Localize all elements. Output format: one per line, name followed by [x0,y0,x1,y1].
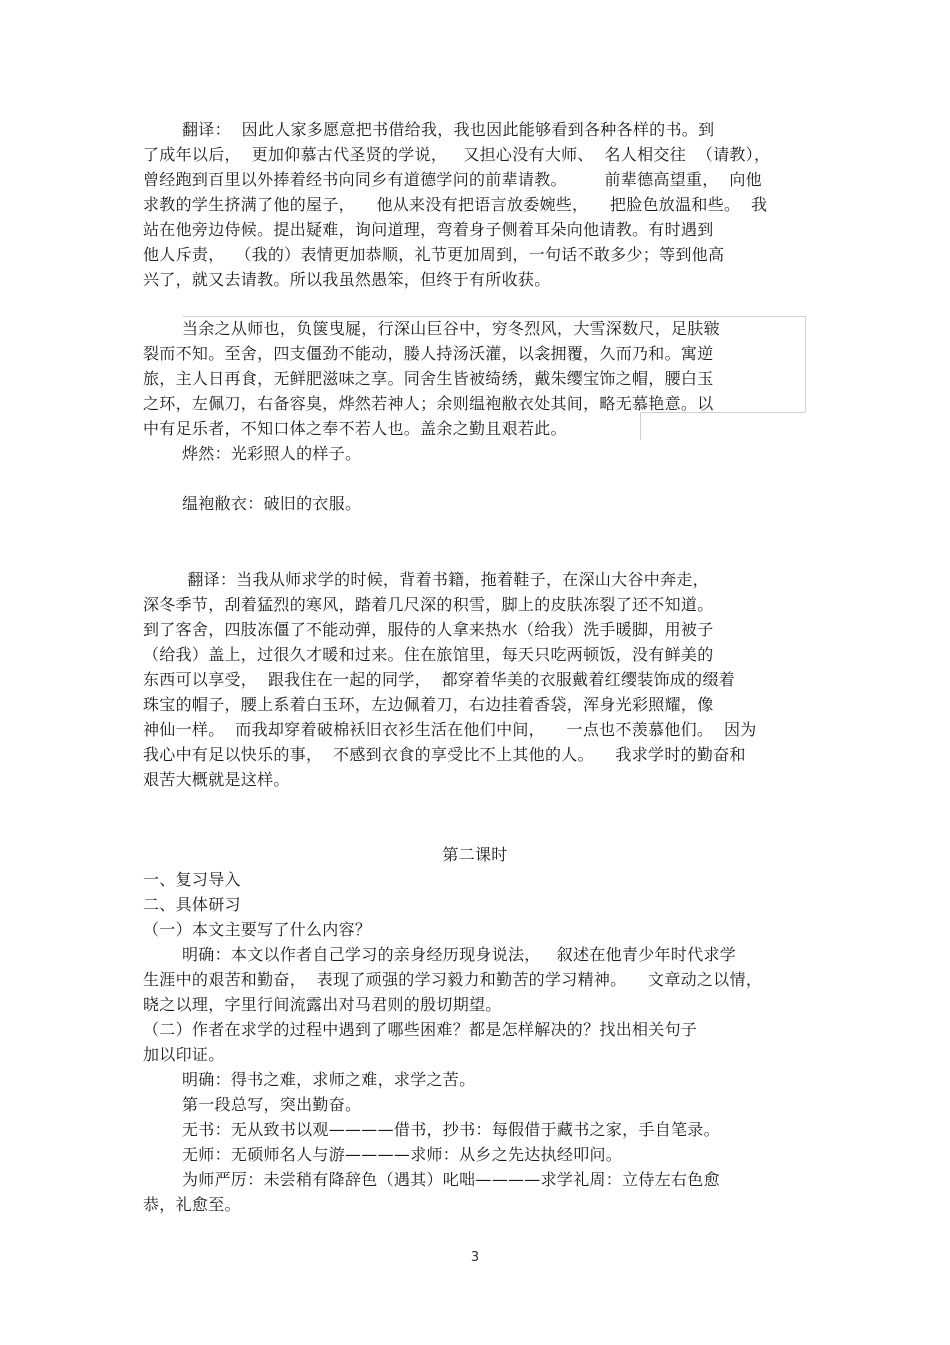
answer-line: 为师严厉：未尝稍有降辞色（遇其）叱咄————求学礼周：立侍左右色愈 [182,1170,720,1189]
text-line: 到了客舍，四肢冻僵了不能动弹，服侍的人拿来热水（给我）洗手暖脚，用被子 [143,620,714,639]
text-line: 翻译： 因此人家多愿意把书借给我，我也因此能够看到各种各样的书。到 [182,120,715,139]
answer-line: 第一段总写，突出勤奋。 [182,1095,362,1114]
answer-line: 无师：无硕师名人与游————求师：从乡之先达执经叩问。 [182,1145,623,1164]
text-line: 珠宝的帽子，腰上系着白玉环，左边佩着刀，右边挂着香袋，浑身光彩照耀，像 [143,695,714,714]
section-heading: 第二课时 [442,845,508,864]
text-line: 翻译：当我从师求学的时候，背着书籍，拖着鞋子，在深山大谷中奔走， [182,570,709,589]
classical-text-line: 裂而不知。至舍，四支僵劲不能动，媵人持汤沃灌，以衾拥覆，久而乃和。寓逆 [143,344,714,363]
page-number: 3 [470,1250,480,1265]
frame-border [640,412,641,440]
text-line: 艰苦大概就是这样。 [143,770,290,789]
text-line: 神仙一样。 而我却穿着破棉袄旧衣衫生活在他们中间， 一点也不羡慕他们。 因为 [143,720,757,739]
classical-text-line: 当余之从师也，负箧曳屣，行深山巨谷中，穷冬烈风，大雪深数尺，足肤皲 [182,319,720,338]
answer-line: 明确：得书之难，求师之难，求学之苦。 [182,1070,476,1089]
answer-line: 无书：无从致书以观————借书，抄书：每假借于藏书之家，手自笔录。 [182,1120,720,1139]
text-line: 曾经跑到百里以外捧着经书向同乡有道德学问的前辈请教。 前辈德高望重， 向他 [143,170,762,189]
outline-item: 一、复习导入 [143,870,241,889]
classical-text-line: 旅，主人日再食，无鲜肥滋味之享。同舍生皆被绮绣，戴朱缨宝饰之帽，腰白玉 [143,369,714,388]
text-line: 我心中有足以快乐的事， 不感到衣食的享受比不上其他的人。 我求学时的勤奋和 [143,745,746,764]
question-line: （二）作者在求学的过程中遇到了哪些困难？都是怎样解决的？找出相关句子 [143,1020,698,1039]
text-line: 深冬季节，刮着猛烈的寒风，踏着几尺深的积雪，脚上的皮肤冻裂了还不知道。 [143,595,714,614]
classical-text-line: 中有足乐者，不知口体之奉不若人也。盖余之勤且艰若此。 [143,419,567,438]
question-line: （一）本文主要写了什么内容？ [143,920,372,939]
frame-border [805,316,806,412]
annotation-line: 缊袍敝衣：破旧的衣服。 [182,494,362,513]
answer-line: 恭，礼愈至。 [143,1195,241,1214]
question-line: 加以印证。 [143,1045,225,1064]
text-line: 站在他旁边侍候。提出疑难，询问道理，弯着身子侧着耳朵向他请教。有时遇到 [143,220,714,239]
text-line: （给我）盖上，过很久才暖和过来。住在旅馆里，每天只吃两顿饭，没有鲜美的 [143,645,714,664]
text-line: 兴了，就又去请教。所以我虽然愚笨，但终于有所收获。 [143,270,551,289]
text-line: 求教的学生挤满了他的屋子， 他从来没有把语言放委婉些， 把脸色放温和些。 我 [143,195,768,214]
outline-item: 二、具体研习 [143,895,241,914]
classical-text-line: 之环，左佩刀，右备容臭，烨然若神人；余则缊袍敝衣处其间，略无慕艳意。以 [143,394,714,413]
answer-line: 生涯中的艰苦和勤奋， 表现了顽强的学习毅力和勤苦的学习精神。 文章动之以情， [143,970,763,989]
annotation-line: 烨然：光彩照人的样子。 [182,444,362,463]
text-line: 他人斥责， （我的）表情更加恭顺，礼节更加周到，一句话不敢多少；等到他高 [143,245,725,264]
answer-line: 晓之以理，字里行间流露出对马君则的殷切期望。 [143,995,502,1014]
text-line: 了成年以后， 更加仰慕古代圣贤的学说， 又担心没有大师、 名人相交往 （请教）， [143,145,771,164]
answer-line: 明确：本文以作者自己学习的亲身经历现身说法， 叙述在他青少年时代求学 [182,945,737,964]
text-line: 东西可以享受， 跟我住在一起的同学， 都穿着华美的衣服戴着红缨装饰成的缀着 [143,670,736,689]
